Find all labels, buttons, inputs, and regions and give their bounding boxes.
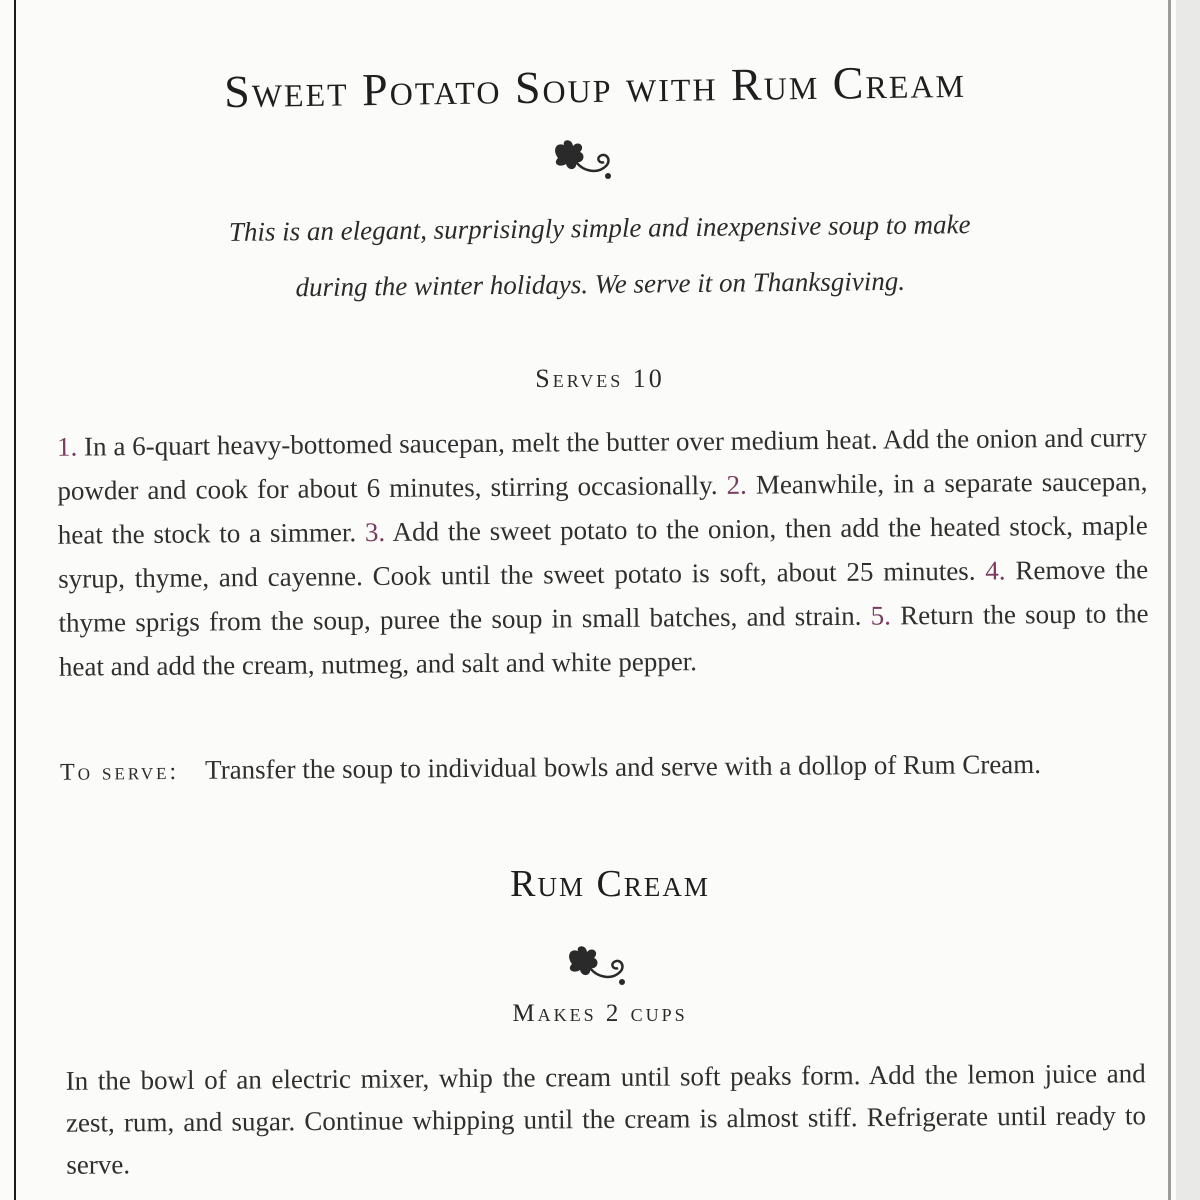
step-number-1: 1. xyxy=(56,431,78,462)
step-number-3: 3. xyxy=(364,516,386,548)
floral-ornament-icon xyxy=(562,942,632,986)
serves-label: Serves 10 xyxy=(535,364,665,393)
recipe-steps xyxy=(57,415,1149,689)
recipe-intro xyxy=(99,195,1100,317)
step-text-5: Return the soup to the heat and add the cream, nutmeg, and salt and white pepper. xyxy=(58,598,1149,682)
serve-text: Transfer the soup to individual bowls and serve with a dollop of Rum Cream. xyxy=(204,748,1042,785)
serving-instructions xyxy=(60,742,1150,794)
makes-label: Makes 2 cups xyxy=(512,1000,688,1027)
rum-cream-title: Rum Cream xyxy=(510,863,710,905)
step-number-4: 4. xyxy=(985,555,1006,586)
step-text-2: Meanwhile, in a separate saucepan, heat the stock to a simmer. xyxy=(57,466,1148,550)
page-right-edge xyxy=(1168,0,1171,1200)
page-left-edge xyxy=(14,0,16,1200)
step-number-2: 2. xyxy=(726,469,747,500)
serve-label: To serve: xyxy=(59,758,180,786)
floral-ornament-icon xyxy=(548,136,618,180)
step-text-1: In a 6-quart heavy-bottomed saucepan, melt the butter over medium heat. Add the onion and curry powder and cook for about 6 minutes, stirring occasionally. xyxy=(57,422,1148,506)
recipe-title: Sweet Potato Soup with Rum Cream xyxy=(223,55,967,118)
intro-line-1: This is an elegant, surprisingly simple and inexpensive soup to make xyxy=(228,209,971,247)
rum-cream-instructions: In the bowl of an electric mixer, whip the cream until soft peaks form. Add the lemon juice and zest, rum, and sugar. Continue whipping until the cream is almost stiff. Refrigerate until ready to serve. xyxy=(65,1058,1147,1180)
step-number-5: 5. xyxy=(870,600,892,631)
step-text-4: Remove the thyme sprigs from the soup, puree the soup in small batches, and strain. xyxy=(58,554,1149,638)
intro-line-2: during the winter holidays. We serve it on Thanksgiving. xyxy=(295,265,906,303)
step-text-3: Add the sweet potato to the onion, then add the heated stock, maple syrup, thyme, and cayenne. Cook until the sweet potato is soft, about 25 minutes. xyxy=(58,510,1148,594)
page-gutter xyxy=(1176,0,1200,1200)
